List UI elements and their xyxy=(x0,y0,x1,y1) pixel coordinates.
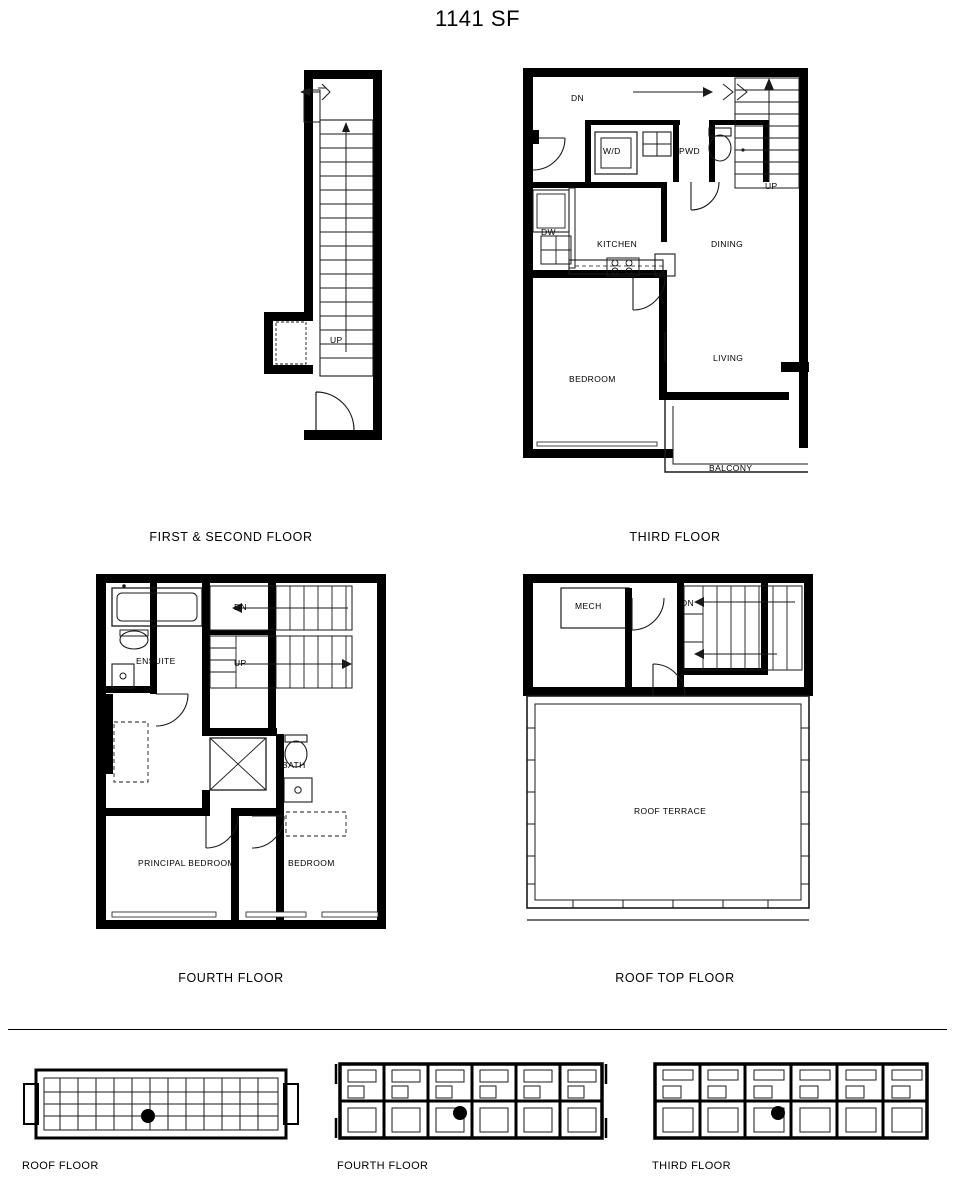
third-floor-drawing xyxy=(513,62,823,502)
floorplan-roof-top-floor xyxy=(513,568,823,943)
caption-roof-top-floor: ROOF TOP FLOOR xyxy=(615,971,735,985)
section-divider xyxy=(8,1029,947,1030)
room-label-dn: DN xyxy=(681,598,695,608)
floorplan-fourth-floor xyxy=(86,568,396,943)
key-third-floor-drawing xyxy=(645,1050,935,1152)
page-title: 1141 SF xyxy=(434,6,521,31)
room-label-mech: MECH xyxy=(575,601,602,611)
room-label-bedroom: BEDROOM xyxy=(288,858,335,868)
floorplan-first-second-floor xyxy=(256,62,406,452)
room-label-dining: DINING xyxy=(711,239,744,249)
floorplan-third-floor xyxy=(513,62,823,502)
caption-key-third-floor: THIRD FLOOR xyxy=(652,1160,731,1172)
fourth-floor-drawing xyxy=(86,568,396,943)
key-roof-floor-drawing xyxy=(20,1060,300,1152)
room-label-dn: DN xyxy=(571,93,585,103)
caption-key-fourth-floor: FOURTH FLOOR xyxy=(337,1160,429,1172)
caption-third-floor: THIRD FLOOR xyxy=(629,530,721,544)
room-label-bedroom: BEDROOM xyxy=(569,374,616,384)
room-label-living: LIVING xyxy=(713,353,744,363)
room-label-up: UP xyxy=(234,658,247,668)
room-label-f: F xyxy=(661,290,667,300)
roof-top-floor-drawing xyxy=(513,568,823,943)
room-label-dn: DN xyxy=(234,602,248,612)
room-label-roof-terrace: ROOF TERRACE xyxy=(634,806,707,816)
room-label-up: UP xyxy=(330,335,343,345)
room-label-balcony: BALCONY xyxy=(709,463,753,473)
room-label-principal-bedroom: PRINCIPAL BEDROOM xyxy=(138,858,236,868)
room-label-pwd: PWD xyxy=(679,146,701,156)
keyplan-third-floor xyxy=(645,1050,935,1152)
keyplan-roof-floor xyxy=(20,1060,300,1152)
room-label-up: UP xyxy=(765,181,778,191)
room-label-wd: W/D xyxy=(603,146,621,156)
key-fourth-floor-drawing xyxy=(330,1050,610,1152)
room-label-ensuite: ENSUITE xyxy=(136,656,176,666)
room-label-bath: BATH xyxy=(282,760,306,770)
keyplan-fourth-floor xyxy=(330,1050,610,1152)
caption-key-roof-floor: ROOF FLOOR xyxy=(22,1160,99,1172)
caption-first-second-floor: FIRST & SECOND FLOOR xyxy=(149,530,313,544)
room-label-dw: DW xyxy=(541,227,556,237)
first-second-floor-drawing xyxy=(256,62,406,452)
room-label-kitchen: KITCHEN xyxy=(597,239,638,249)
caption-fourth-floor: FOURTH FLOOR xyxy=(178,971,284,985)
